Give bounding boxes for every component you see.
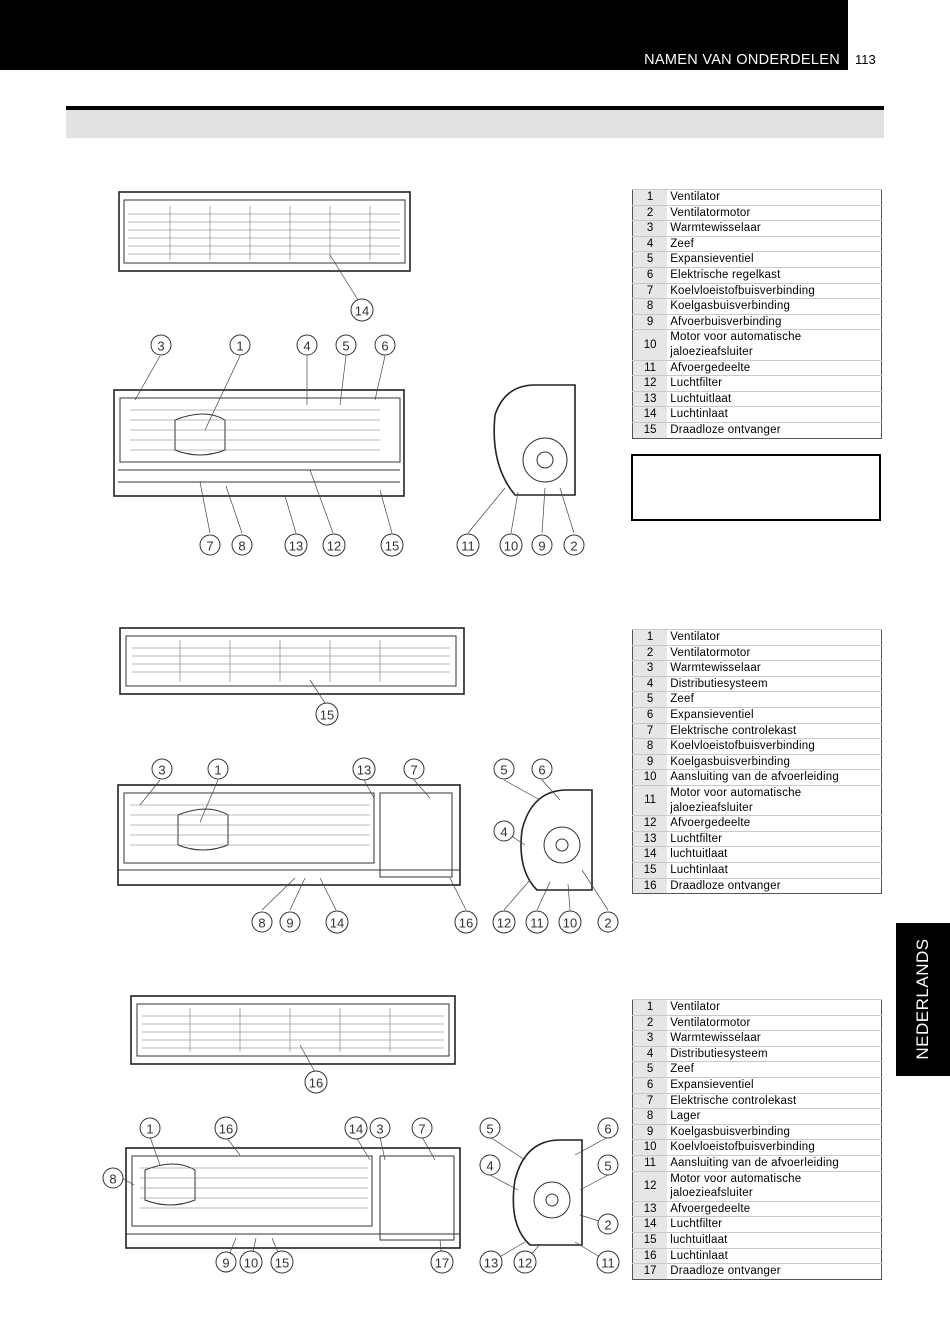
part-number: 13 (633, 391, 668, 407)
callout-label: 4 (303, 338, 311, 354)
part-name: Motor voor automatische jaloezieafsluiter (667, 785, 881, 815)
callout-label: 6 (381, 338, 389, 354)
parts-row (633, 831, 882, 847)
callout-label: 15 (319, 707, 335, 723)
parts-row (633, 816, 882, 832)
callout-label: 10 (503, 538, 519, 554)
parts-row (633, 236, 882, 252)
parts-row (633, 422, 882, 438)
part-name: Afvoergedeelte (667, 1201, 881, 1217)
part-number: 14 (633, 847, 668, 863)
parts-row (633, 283, 882, 299)
callout-label: 11 (601, 1255, 615, 1271)
part-name: Ventilator (667, 630, 881, 646)
page-number: 113 (855, 52, 876, 67)
parts-table-unit2 (632, 629, 882, 894)
part-number: 1 (633, 190, 668, 206)
part-number: 5 (633, 692, 668, 708)
note-box (631, 454, 881, 521)
part-number: 11 (633, 1155, 668, 1171)
callout-label: 8 (238, 538, 246, 554)
parts-row (633, 360, 882, 376)
parts-row (633, 739, 882, 755)
part-number: 14 (633, 407, 668, 423)
part-number: 15 (633, 1232, 668, 1248)
parts-row (633, 1140, 882, 1156)
part-number: 7 (633, 283, 668, 299)
callout-label: 1 (214, 762, 222, 778)
callout-label: 4 (500, 824, 508, 840)
callout-label: 2 (570, 538, 578, 554)
part-name: Warmtewisselaar (667, 221, 881, 237)
parts-row (633, 299, 882, 315)
part-name: Koelvloeistofbuisverbinding (667, 739, 881, 755)
parts-row (633, 692, 882, 708)
part-name: Ventilatormotor (667, 645, 881, 661)
parts-row (633, 376, 882, 392)
parts-row (633, 785, 882, 815)
part-name: Koelgasbuisverbinding (667, 299, 881, 315)
part-name: Luchtinlaat (667, 407, 881, 423)
callout-label: 14 (354, 303, 370, 319)
callout-label: 6 (604, 1121, 612, 1137)
callout-label: 12 (517, 1255, 533, 1271)
parts-row (633, 1201, 882, 1217)
part-name: Draadloze ontvanger (667, 878, 881, 894)
part-number: 10 (633, 770, 668, 786)
parts-row (633, 630, 882, 646)
part-name: Elektrische controlekast (667, 723, 881, 739)
callout-label: 13 (288, 538, 304, 554)
part-name: Draadloze ontvanger (667, 1264, 881, 1280)
callout-label: 11 (530, 915, 544, 931)
callout-label: 7 (206, 538, 214, 554)
part-name: Afvoerbuisverbinding (667, 314, 881, 330)
part-number: 5 (633, 252, 668, 268)
callout-label: 3 (158, 762, 166, 778)
part-number: 9 (633, 754, 668, 770)
part-number: 4 (633, 1046, 668, 1062)
part-number: 4 (633, 676, 668, 692)
part-name: Koelgasbuisverbinding (667, 1124, 881, 1140)
callout-label: 15 (384, 538, 400, 554)
parts-row (633, 407, 882, 423)
part-name: Afvoergedeelte (667, 816, 881, 832)
parts-row (633, 1000, 882, 1016)
part-name: Koelvloeistofbuisverbinding (667, 283, 881, 299)
unit1-internal-view (114, 356, 404, 533)
part-name: Ventilatormotor (667, 205, 881, 221)
language-tab-label: NEDERLANDS (913, 938, 932, 1060)
callout-label: 14 (348, 1121, 364, 1137)
part-name: Luchtinlaat (667, 862, 881, 878)
callout-label: 12 (496, 915, 512, 931)
callout-label: 5 (604, 1158, 612, 1174)
part-number: 12 (633, 1171, 668, 1201)
callout-label: 3 (157, 338, 165, 354)
parts-row (633, 862, 882, 878)
parts-row (633, 1217, 882, 1233)
part-number: 10 (633, 330, 668, 360)
part-name: Expansieventiel (667, 252, 881, 268)
parts-table-unit1 (632, 189, 882, 439)
part-name: Aansluiting van de afvoerleiding (667, 770, 881, 786)
parts-row (633, 661, 882, 677)
parts-row (633, 1171, 882, 1201)
parts-row (633, 1031, 882, 1047)
callout-label: 16 (458, 915, 474, 931)
part-name: Luchtfilter (667, 376, 881, 392)
part-number: 15 (633, 422, 668, 438)
callout-label: 1 (236, 338, 244, 354)
part-number: 2 (633, 205, 668, 221)
part-number: 9 (633, 1124, 668, 1140)
parts-row (633, 330, 882, 360)
part-name: Draadloze ontvanger (667, 422, 881, 438)
callout-label: 10 (243, 1255, 259, 1271)
parts-row (633, 645, 882, 661)
parts-row (633, 1109, 882, 1125)
part-number: 4 (633, 236, 668, 252)
callout-label: 13 (483, 1255, 499, 1271)
parts-row (633, 1248, 882, 1264)
parts-row (633, 878, 882, 894)
callout-label: 14 (329, 915, 345, 931)
part-number: 15 (633, 862, 668, 878)
callout-label: 7 (418, 1121, 426, 1137)
parts-row (633, 1077, 882, 1093)
part-name: Luchtfilter (667, 831, 881, 847)
part-name: Lager (667, 1109, 881, 1125)
part-name: Luchtinlaat (667, 1248, 881, 1264)
callout-label: 9 (538, 538, 546, 554)
part-name: Warmtewisselaar (667, 661, 881, 677)
parts-row (633, 676, 882, 692)
part-name: Koelgasbuisverbinding (667, 754, 881, 770)
part-number: 2 (633, 645, 668, 661)
part-name: luchtuitlaat (667, 1232, 881, 1248)
parts-row (633, 754, 882, 770)
parts-row (633, 1232, 882, 1248)
part-name: Motor voor automatische jaloezieafsluiter (667, 330, 881, 360)
part-number: 7 (633, 723, 668, 739)
part-name: Motor voor automatische jaloezieafsluiter (667, 1171, 881, 1201)
parts-row (633, 190, 882, 206)
parts-row (633, 1264, 882, 1280)
callout-label: 9 (222, 1255, 230, 1271)
part-name: luchtuitlaat (667, 847, 881, 863)
part-number: 5 (633, 1062, 668, 1078)
parts-row (633, 221, 882, 237)
callout-label: 8 (258, 915, 266, 931)
callout-label: 16 (218, 1121, 234, 1137)
part-number: 12 (633, 816, 668, 832)
parts-row (633, 770, 882, 786)
part-number: 9 (633, 314, 668, 330)
callout-label: 7 (410, 762, 418, 778)
callout-label: 16 (308, 1075, 324, 1091)
parts-row (633, 1155, 882, 1171)
unit2-side-view (504, 780, 608, 910)
unit2-internal-view (118, 780, 466, 910)
language-tab (896, 923, 950, 1076)
part-number: 11 (633, 785, 668, 815)
parts-row (633, 723, 882, 739)
callout-label: 2 (604, 1217, 612, 1233)
part-number: 1 (633, 1000, 668, 1016)
part-name: Elektrische controlekast (667, 1093, 881, 1109)
section-title: NAMEN VAN ONDERDELEN (644, 52, 840, 68)
part-name: Koelvloeistofbuisverbinding (667, 1140, 881, 1156)
part-number: 10 (633, 1140, 668, 1156)
unit3-internal-view (122, 1137, 460, 1262)
part-number: 7 (633, 1093, 668, 1109)
part-name: Ventilator (667, 1000, 881, 1016)
callout-label: 4 (486, 1158, 494, 1174)
callout-label: 8 (109, 1171, 117, 1187)
callout-label: 9 (286, 915, 294, 931)
part-number: 6 (633, 707, 668, 723)
parts-row (633, 1015, 882, 1031)
callout-label: 2 (604, 915, 612, 931)
part-name: Zeef (667, 236, 881, 252)
part-number: 12 (633, 376, 668, 392)
callout-label: 5 (342, 338, 350, 354)
callout-label: 1 (146, 1121, 154, 1137)
part-number: 16 (633, 1248, 668, 1264)
parts-row (633, 391, 882, 407)
part-number: 8 (633, 1109, 668, 1125)
callout-label: 5 (500, 762, 508, 778)
part-name: Elektrische regelkast (667, 267, 881, 283)
part-number: 11 (633, 360, 668, 376)
part-number: 3 (633, 1031, 668, 1047)
parts-row (633, 1124, 882, 1140)
callout-label: 3 (376, 1121, 384, 1137)
part-name: Ventilatormotor (667, 1015, 881, 1031)
part-name: Luchtuitlaat (667, 391, 881, 407)
part-number: 8 (633, 299, 668, 315)
parts-row (633, 1046, 882, 1062)
parts-row (633, 267, 882, 283)
callout-label: 12 (326, 538, 342, 554)
part-number: 2 (633, 1015, 668, 1031)
part-name: Distributiesysteem (667, 1046, 881, 1062)
part-number: 8 (633, 739, 668, 755)
callout-label: 15 (274, 1255, 290, 1271)
part-number: 17 (633, 1264, 668, 1280)
parts-row (633, 707, 882, 723)
callout-label: 5 (486, 1121, 494, 1137)
unit1-side-view (468, 385, 575, 533)
part-number: 16 (633, 878, 668, 894)
part-name: Warmtewisselaar (667, 1031, 881, 1047)
part-name: Zeef (667, 692, 881, 708)
part-name: Luchtfilter (667, 1217, 881, 1233)
callout-label: 6 (538, 762, 546, 778)
parts-table-unit3 (632, 999, 882, 1280)
part-number: 6 (633, 1077, 668, 1093)
parts-row (633, 1093, 882, 1109)
part-name: Zeef (667, 1062, 881, 1078)
callout-label: 11 (461, 538, 475, 554)
part-name: Expansieventiel (667, 1077, 881, 1093)
parts-row (633, 314, 882, 330)
unit3-front-view (131, 996, 455, 1072)
callout-label: 13 (356, 762, 372, 778)
parts-row (633, 847, 882, 863)
unit2-front-view (120, 628, 464, 703)
part-number: 14 (633, 1217, 668, 1233)
part-name: Aansluiting van de afvoerleiding (667, 1155, 881, 1171)
parts-row (633, 205, 882, 221)
unit1-front-view (119, 192, 410, 300)
part-name: Ventilator (667, 190, 881, 206)
part-number: 3 (633, 661, 668, 677)
part-number: 13 (633, 831, 668, 847)
part-number: 1 (633, 630, 668, 646)
part-name: Distributiesysteem (667, 676, 881, 692)
part-name: Afvoergedeelte (667, 360, 881, 376)
callout-label: 10 (562, 915, 578, 931)
unit3-side-view (490, 1137, 608, 1262)
parts-row (633, 1062, 882, 1078)
callout-label: 17 (434, 1255, 450, 1271)
part-name: Expansieventiel (667, 707, 881, 723)
part-number: 13 (633, 1201, 668, 1217)
parts-row (633, 252, 882, 268)
part-number: 6 (633, 267, 668, 283)
part-number: 3 (633, 221, 668, 237)
